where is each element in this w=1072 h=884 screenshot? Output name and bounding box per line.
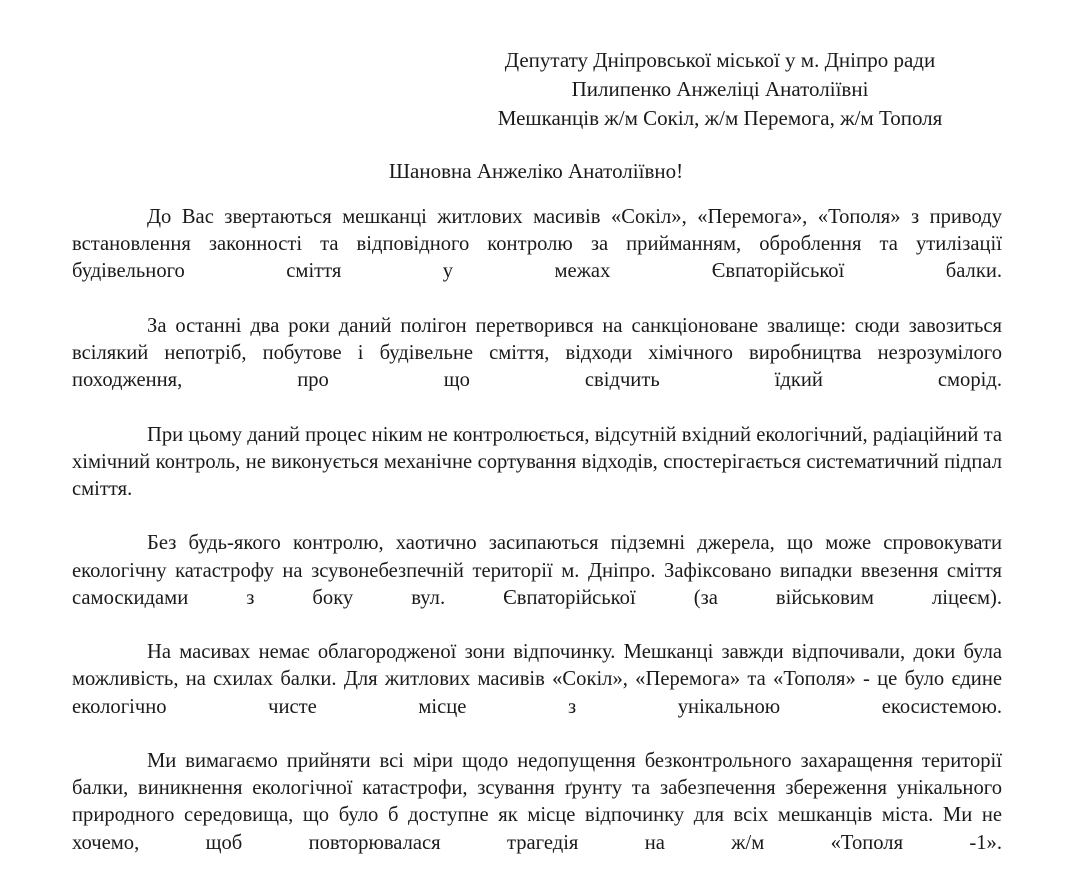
- body-paragraph-5: На масивах немає облагородженої зони відпочинку. Мешканці завжди відпочивали, доки була можливість, на схилах балки. Для житлових масивів «Сокіл», «Перемога» та «Тополя» - це було єдине екологічно чисте місце з унікальною екосистемою.: [72, 641, 1002, 718]
- body-paragraph-3: При цьому даний процес ніким не контролюється, відсутній вхідний екологічний, радіаційний та хімічний контроль, не виконується механічне сортування відходів, спостерігається систематичний підпал сміття.: [72, 423, 1002, 501]
- addressee-block: [420, 46, 1020, 133]
- salutation: Шановна Анжеліко Анатоліївно!: [388, 159, 684, 183]
- body-paragraph-1: До Вас звертаються мешканці житлових масивів «Сокіл», «Перемога», «Тополя» з приводу встановлення законності та відповідного контролю за прийманням, оброблення та утилізації будівельного сміття у межах Євпаторійської балки.: [72, 206, 1002, 283]
- body-paragraph-6: Ми вимагаємо прийняти всі міри щодо недопущення безконтрольного захаращення території балки, виникнення екологічної катастрофи, зсування ґрунту та забезпечення збереження унікального природного середовища, що було б доступне як місце відпочинку для всіх мешканців міста. Ми не хочемо, щоб повторювалася трагедія на ж/м «Тополя -1».: [72, 750, 1002, 854]
- body-paragraph-4: Без будь-якого контролю, хаотично засипаються підземні джерела, що може спровокувати екологічну катастрофу на зсувонебезпечній території м. Дніпро. Зафіксовано випадки ввезення сміття самоскидами з боку вул. Євпаторійської (за військовим ліцеєм).: [72, 532, 1002, 609]
- addressee-line-senders: Мешканців ж/м Сокіл, ж/м Перемога, ж/м Тополя: [497, 106, 943, 130]
- addressee-line-recipient-name: Пилипенко Анжеліці Анатоліївні: [571, 77, 869, 101]
- addressee-line-recipient-office: Депутату Дніпровської міської у м. Дніпро ради: [504, 48, 936, 72]
- body-paragraph-2: За останні два роки даний полігон перетворився на санкціоноване звалище: сюди завозиться всілякий непотріб, побутове і будівельне сміття, відходи хімічного виробництва незрозумілого походження, про що свідчить їдкий сморід.: [72, 314, 1002, 392]
- letter-body: [72, 204, 1002, 884]
